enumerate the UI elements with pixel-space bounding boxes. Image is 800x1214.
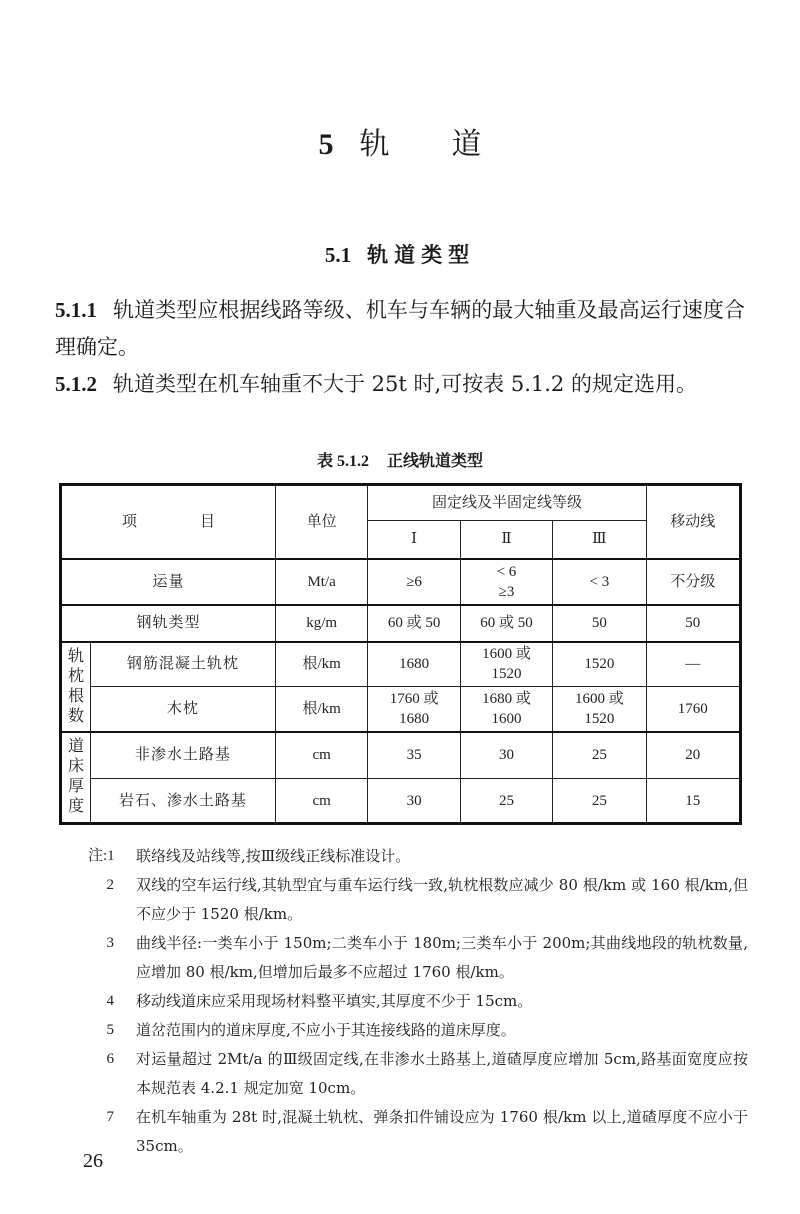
note-item (88, 987, 748, 1016)
cell-mobile: — (646, 642, 740, 687)
note-text: 对运量超过 2Mt/a 的Ⅲ级固定线,在非渗水土路基上,道碴厚度应增加 5cm,路基面宽度应按本规范表 4.2.1 规定加宽 10cm。 (136, 1050, 748, 1097)
clause-number: 5.1.2 (55, 372, 97, 396)
cell-g2: 30 (460, 732, 552, 779)
clause-text: 轨道类型在机车轴重不大于 25t 时,可按表 5.1.2 的规定选用。 (113, 372, 697, 396)
cell-g2 (460, 559, 552, 605)
cell-g3: 50 (553, 605, 646, 642)
cell-g2 (460, 642, 552, 687)
group-label-char: 根 (67, 687, 84, 705)
cell-g1: 30 (368, 779, 460, 824)
clause-5-1-1 (55, 292, 745, 366)
cell-g1: 60 或 50 (368, 605, 460, 642)
cell-g1 (368, 687, 460, 732)
cell-g3: < 3 (553, 559, 646, 605)
cell-mobile: 50 (646, 605, 740, 642)
row-item: 木枕 (90, 687, 275, 732)
note-item (88, 1103, 748, 1161)
clause-text: 轨道类型应根据线路等级、机车与车辆的最大轴重及最高运行速度合理确定。 (55, 298, 745, 359)
note-index: 5 (106, 1022, 114, 1038)
group-label-char: 枕 (67, 667, 84, 685)
clause-number: 5.1.1 (55, 298, 97, 322)
chapter-title-char-1: 轨 (359, 127, 390, 162)
row-unit: Mt/a (275, 559, 367, 605)
table-row-rail-type (61, 605, 741, 642)
header-mobile: 移动线 (646, 485, 740, 559)
cell-g3: 25 (553, 779, 646, 824)
row-item: 钢筋混凝土轨枕 (90, 642, 275, 687)
note-item (88, 929, 748, 987)
cell-g2-line2: ≥3 (498, 583, 515, 600)
note-index: 2 (106, 877, 114, 893)
table-row-nonpermeable-subgrade (61, 732, 741, 779)
sleeper-group-label (61, 642, 91, 732)
cell-g1: 1680 (368, 642, 460, 687)
cell-mobile: 不分级 (646, 559, 740, 605)
cell-g2: 60 或 50 (460, 605, 552, 642)
note-text: 联络线及站线等,按Ⅲ级线正线标准设计。 (136, 847, 411, 865)
note-prefix: 注:1 (88, 848, 115, 864)
cell-g2 (460, 687, 552, 732)
cell-g2-line2: 1520 (491, 666, 522, 683)
row-unit: kg/m (275, 605, 367, 642)
cell-g2-line1: 1680 或 (482, 690, 531, 707)
clause-5-1-2 (55, 366, 745, 403)
section-number: 5.1 (324, 243, 352, 267)
row-item: 运量 (61, 559, 276, 605)
cell-g3 (553, 687, 646, 732)
note-item (88, 1016, 748, 1045)
page-number: 26 (83, 1150, 103, 1172)
note-index: 6 (106, 1051, 114, 1067)
cell-g1: 35 (368, 732, 460, 779)
chapter-title (0, 125, 800, 165)
header-grade-1: Ⅰ (368, 521, 460, 559)
row-unit: 根/km (275, 642, 367, 687)
table-caption-number: 表 5.1.2 (316, 453, 369, 470)
track-type-table (59, 483, 742, 825)
table-row-volume (61, 559, 741, 605)
cell-g3: 1520 (553, 642, 646, 687)
table-header-row-1 (61, 485, 741, 521)
table-caption-title: 正线轨道类型 (387, 451, 484, 470)
note-item (88, 842, 748, 871)
header-grade-3: Ⅲ (553, 521, 646, 559)
cell-mobile: 15 (646, 779, 740, 824)
note-text: 曲线半径:一类车小于 150m;二类车小于 180m;三类车小于 200m;其曲线地段的轨枕数量,应增加 80 根/km,但增加后最多不应超过 1760 根/km。 (136, 934, 748, 981)
header-fixed-group: 固定线及半固定线等级 (368, 485, 646, 521)
chapter-title-char-2: 道 (451, 127, 482, 162)
section-title (0, 240, 800, 270)
note-index: 7 (106, 1109, 114, 1125)
header-unit: 单位 (275, 485, 367, 559)
note-index: 3 (106, 935, 114, 951)
group-label-char: 度 (67, 798, 84, 816)
note-text: 双线的空车运行线,其轨型宜与重车运行线一致,轨枕根数应减少 80 根/km 或 160 根/km,但不应少于 1520 根/km。 (136, 876, 748, 923)
note-text: 道岔范围内的道床厚度,不应小于其连接线路的道床厚度。 (136, 1021, 516, 1039)
cell-g3-line1: 1600 或 (574, 690, 624, 707)
group-label-char: 轨 (67, 647, 84, 665)
row-unit: 根/km (275, 687, 367, 732)
cell-mobile: 20 (646, 732, 740, 779)
ballast-group-label (61, 732, 91, 824)
cell-g1-line2: 1680 (399, 710, 430, 727)
cell-g2-line1: 1600 或 (482, 646, 531, 663)
cell-g3-line2: 1520 (584, 710, 615, 727)
note-index: 4 (106, 993, 114, 1009)
cell-g2: 25 (460, 779, 552, 824)
cell-g1: ≥6 (368, 559, 460, 605)
group-label-char: 道 (67, 738, 84, 756)
cell-g1-line1: 1760 或 (389, 690, 439, 707)
note-item (88, 871, 748, 929)
row-item: 岩石、渗水土路基 (90, 779, 275, 824)
note-text: 移动线道床应采用现场材料整平填实,其厚度不少于 15cm。 (136, 992, 533, 1010)
row-unit: cm (275, 732, 367, 779)
group-label-char: 床 (67, 758, 84, 776)
cell-g2-line1: < 6 (496, 563, 517, 580)
cell-mobile: 1760 (646, 687, 740, 732)
cell-g3: 25 (553, 732, 646, 779)
row-unit: cm (275, 779, 367, 824)
section-title-text: 轨道类型 (367, 242, 476, 267)
note-item (88, 1045, 748, 1103)
row-item: 非渗水土路基 (90, 732, 275, 779)
group-label-char: 数 (67, 707, 84, 725)
row-item: 钢轨类型 (61, 605, 276, 642)
chapter-number: 5 (318, 128, 334, 161)
table-row-rock-permeable-subgrade (61, 779, 741, 824)
table-row-concrete-sleeper (61, 642, 741, 687)
table-caption (0, 450, 800, 473)
header-grade-2: Ⅱ (460, 521, 552, 559)
header-item: 项 目 (61, 485, 276, 559)
note-text: 在机车轴重为 28t 时,混凝土轨枕、弹条扣件铺设应为 1760 根/km 以上,道碴厚度不应小于 35cm。 (136, 1108, 748, 1155)
cell-g2-line2: 1600 (491, 710, 522, 727)
table-notes (88, 842, 748, 1161)
group-label-char: 厚 (67, 778, 84, 796)
table-row-wood-sleeper (61, 687, 741, 732)
